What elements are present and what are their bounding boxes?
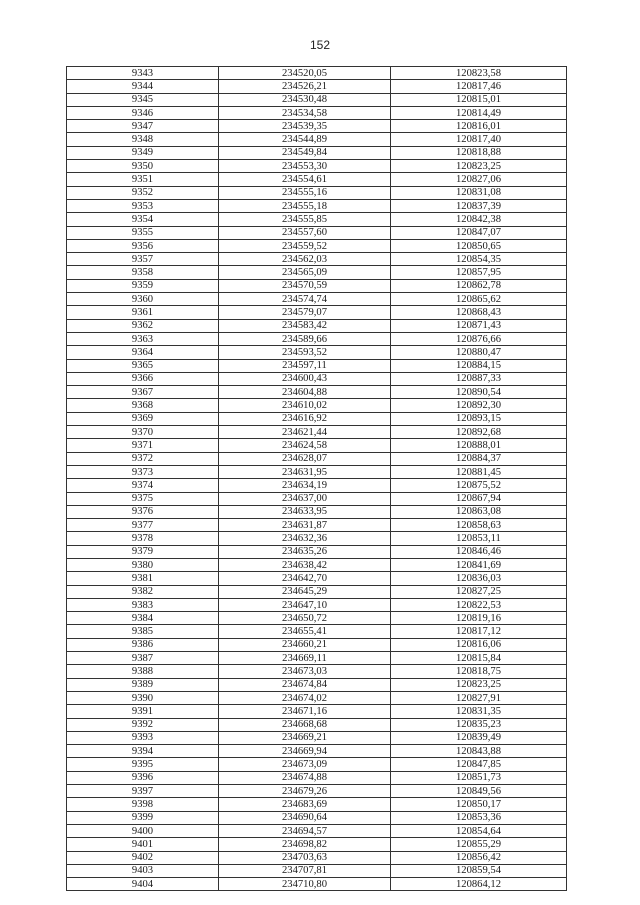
point-number-cell: 9401	[67, 838, 219, 851]
point-number-cell: 9352	[67, 186, 219, 199]
x-coordinate-cell: 234616,92	[219, 412, 391, 425]
y-coordinate-cell: 120893,15	[391, 412, 567, 425]
x-coordinate-cell: 234565,09	[219, 266, 391, 279]
point-number-cell: 9343	[67, 67, 219, 80]
y-coordinate-cell: 120868,43	[391, 306, 567, 319]
point-number-cell: 9353	[67, 199, 219, 212]
y-coordinate-cell: 120841,69	[391, 558, 567, 571]
y-coordinate-cell: 120831,35	[391, 705, 567, 718]
x-coordinate-cell: 234632,36	[219, 532, 391, 545]
point-number-cell: 9377	[67, 519, 219, 532]
y-coordinate-cell: 120836,03	[391, 572, 567, 585]
y-coordinate-cell: 120815,01	[391, 93, 567, 106]
coordinates-table-body	[67, 67, 567, 891]
table-row	[67, 386, 567, 399]
x-coordinate-cell: 234674,88	[219, 771, 391, 784]
point-number-cell: 9354	[67, 213, 219, 226]
table-row	[67, 319, 567, 332]
y-coordinate-cell: 120822,53	[391, 598, 567, 611]
x-coordinate-cell: 234669,11	[219, 652, 391, 665]
y-coordinate-cell: 120880,47	[391, 346, 567, 359]
y-coordinate-cell: 120884,37	[391, 452, 567, 465]
x-coordinate-cell: 234593,52	[219, 346, 391, 359]
x-coordinate-cell: 234633,95	[219, 505, 391, 518]
x-coordinate-cell: 234534,58	[219, 106, 391, 119]
point-number-cell: 9351	[67, 173, 219, 186]
point-number-cell: 9356	[67, 239, 219, 252]
table-row	[67, 266, 567, 279]
y-coordinate-cell: 120847,07	[391, 226, 567, 239]
table-row	[67, 359, 567, 372]
x-coordinate-cell: 234555,18	[219, 199, 391, 212]
x-coordinate-cell: 234669,94	[219, 745, 391, 758]
y-coordinate-cell: 120871,43	[391, 319, 567, 332]
y-coordinate-cell: 120876,66	[391, 332, 567, 345]
y-coordinate-cell: 120892,68	[391, 426, 567, 439]
point-number-cell: 9365	[67, 359, 219, 372]
y-coordinate-cell: 120853,11	[391, 532, 567, 545]
table-row	[67, 213, 567, 226]
point-number-cell: 9371	[67, 439, 219, 452]
x-coordinate-cell: 234638,42	[219, 558, 391, 571]
table-row	[67, 93, 567, 106]
x-coordinate-cell: 234559,52	[219, 239, 391, 252]
table-row	[67, 426, 567, 439]
x-coordinate-cell: 234562,03	[219, 253, 391, 266]
table-row	[67, 479, 567, 492]
table-row	[67, 279, 567, 292]
y-coordinate-cell: 120814,49	[391, 106, 567, 119]
y-coordinate-cell: 120818,75	[391, 665, 567, 678]
x-coordinate-cell: 234600,43	[219, 372, 391, 385]
x-coordinate-cell: 234668,68	[219, 718, 391, 731]
x-coordinate-cell: 234673,03	[219, 665, 391, 678]
point-number-cell: 9395	[67, 758, 219, 771]
point-number-cell: 9348	[67, 133, 219, 146]
y-coordinate-cell: 120881,45	[391, 465, 567, 478]
table-row	[67, 465, 567, 478]
point-number-cell: 9379	[67, 545, 219, 558]
x-coordinate-cell: 234703,63	[219, 851, 391, 864]
y-coordinate-cell: 120859,54	[391, 864, 567, 877]
table-row	[67, 67, 567, 80]
table-row	[67, 452, 567, 465]
y-coordinate-cell: 120853,36	[391, 811, 567, 824]
point-number-cell: 9386	[67, 638, 219, 651]
x-coordinate-cell: 234669,21	[219, 731, 391, 744]
point-number-cell: 9369	[67, 412, 219, 425]
table-row	[67, 173, 567, 186]
table-row	[67, 811, 567, 824]
table-row	[67, 705, 567, 718]
y-coordinate-cell: 120817,46	[391, 80, 567, 93]
point-number-cell: 9393	[67, 731, 219, 744]
x-coordinate-cell: 234539,35	[219, 120, 391, 133]
y-coordinate-cell: 120867,94	[391, 492, 567, 505]
y-coordinate-cell: 120858,63	[391, 519, 567, 532]
point-number-cell: 9364	[67, 346, 219, 359]
table-row	[67, 186, 567, 199]
point-number-cell: 9362	[67, 319, 219, 332]
y-coordinate-cell: 120855,29	[391, 838, 567, 851]
point-number-cell: 9394	[67, 745, 219, 758]
table-row	[67, 306, 567, 319]
point-number-cell: 9374	[67, 479, 219, 492]
table-row	[67, 691, 567, 704]
x-coordinate-cell: 234589,66	[219, 332, 391, 345]
x-coordinate-cell: 234628,07	[219, 452, 391, 465]
table-row	[67, 160, 567, 173]
point-number-cell: 9382	[67, 585, 219, 598]
table-row	[67, 771, 567, 784]
table-row	[67, 439, 567, 452]
table-row	[67, 332, 567, 345]
point-number-cell: 9399	[67, 811, 219, 824]
table-row	[67, 838, 567, 851]
point-number-cell: 9375	[67, 492, 219, 505]
y-coordinate-cell: 120816,01	[391, 120, 567, 133]
x-coordinate-cell: 234570,59	[219, 279, 391, 292]
table-row	[67, 851, 567, 864]
point-number-cell: 9346	[67, 106, 219, 119]
x-coordinate-cell: 234526,21	[219, 80, 391, 93]
x-coordinate-cell: 234673,09	[219, 758, 391, 771]
x-coordinate-cell: 234624,58	[219, 439, 391, 452]
y-coordinate-cell: 120847,85	[391, 758, 567, 771]
y-coordinate-cell: 120823,25	[391, 160, 567, 173]
table-row	[67, 412, 567, 425]
x-coordinate-cell: 234683,69	[219, 798, 391, 811]
x-coordinate-cell: 234647,10	[219, 598, 391, 611]
x-coordinate-cell: 234554,61	[219, 173, 391, 186]
table-row	[67, 199, 567, 212]
x-coordinate-cell: 234637,00	[219, 492, 391, 505]
y-coordinate-cell: 120818,88	[391, 146, 567, 159]
table-row	[67, 731, 567, 744]
x-coordinate-cell: 234621,44	[219, 426, 391, 439]
point-number-cell: 9392	[67, 718, 219, 731]
point-number-cell: 9397	[67, 785, 219, 798]
x-coordinate-cell: 234694,57	[219, 824, 391, 837]
table-row	[67, 532, 567, 545]
point-number-cell: 9402	[67, 851, 219, 864]
y-coordinate-cell: 120863,08	[391, 505, 567, 518]
table-row	[67, 80, 567, 93]
y-coordinate-cell: 120823,58	[391, 67, 567, 80]
table-row	[67, 120, 567, 133]
point-number-cell: 9403	[67, 864, 219, 877]
table-row	[67, 545, 567, 558]
y-coordinate-cell: 120831,08	[391, 186, 567, 199]
y-coordinate-cell: 120856,42	[391, 851, 567, 864]
table-row	[67, 505, 567, 518]
x-coordinate-cell: 234530,48	[219, 93, 391, 106]
point-number-cell: 9347	[67, 120, 219, 133]
table-row	[67, 878, 567, 891]
y-coordinate-cell: 120816,06	[391, 638, 567, 651]
x-coordinate-cell: 234549,84	[219, 146, 391, 159]
y-coordinate-cell: 120851,73	[391, 771, 567, 784]
point-number-cell: 9390	[67, 691, 219, 704]
x-coordinate-cell: 234674,84	[219, 678, 391, 691]
point-number-cell: 9385	[67, 625, 219, 638]
point-number-cell: 9344	[67, 80, 219, 93]
table-row	[67, 106, 567, 119]
y-coordinate-cell: 120854,35	[391, 253, 567, 266]
point-number-cell: 9388	[67, 665, 219, 678]
coordinates-table	[66, 66, 567, 891]
point-number-cell: 9378	[67, 532, 219, 545]
x-coordinate-cell: 234671,16	[219, 705, 391, 718]
y-coordinate-cell: 120850,17	[391, 798, 567, 811]
x-coordinate-cell: 234645,29	[219, 585, 391, 598]
table-row	[67, 253, 567, 266]
y-coordinate-cell: 120817,12	[391, 625, 567, 638]
x-coordinate-cell: 234555,16	[219, 186, 391, 199]
y-coordinate-cell: 120815,84	[391, 652, 567, 665]
point-number-cell: 9370	[67, 426, 219, 439]
y-coordinate-cell: 120892,30	[391, 399, 567, 412]
point-number-cell: 9396	[67, 771, 219, 784]
table-row	[67, 372, 567, 385]
page-number: 152	[309, 38, 331, 52]
y-coordinate-cell: 120837,39	[391, 199, 567, 212]
y-coordinate-cell: 120819,16	[391, 612, 567, 625]
x-coordinate-cell: 234555,85	[219, 213, 391, 226]
y-coordinate-cell: 120846,46	[391, 545, 567, 558]
table-row	[67, 638, 567, 651]
x-coordinate-cell: 234710,80	[219, 878, 391, 891]
y-coordinate-cell: 120835,23	[391, 718, 567, 731]
table-row	[67, 612, 567, 625]
point-number-cell: 9368	[67, 399, 219, 412]
y-coordinate-cell: 120862,78	[391, 279, 567, 292]
x-coordinate-cell: 234655,41	[219, 625, 391, 638]
point-number-cell: 9366	[67, 372, 219, 385]
table-row	[67, 665, 567, 678]
point-number-cell: 9383	[67, 598, 219, 611]
x-coordinate-cell: 234674,02	[219, 691, 391, 704]
point-number-cell: 9389	[67, 678, 219, 691]
x-coordinate-cell: 234631,87	[219, 519, 391, 532]
y-coordinate-cell: 120865,62	[391, 293, 567, 306]
point-number-cell: 9360	[67, 293, 219, 306]
point-number-cell: 9373	[67, 465, 219, 478]
table-row	[67, 625, 567, 638]
point-number-cell: 9361	[67, 306, 219, 319]
point-number-cell: 9398	[67, 798, 219, 811]
table-row	[67, 785, 567, 798]
x-coordinate-cell: 234544,89	[219, 133, 391, 146]
y-coordinate-cell: 120827,91	[391, 691, 567, 704]
y-coordinate-cell: 120864,12	[391, 878, 567, 891]
table-row	[67, 519, 567, 532]
table-row	[67, 745, 567, 758]
y-coordinate-cell: 120842,38	[391, 213, 567, 226]
table-row	[67, 824, 567, 837]
y-coordinate-cell: 120875,52	[391, 479, 567, 492]
table-row	[67, 598, 567, 611]
x-coordinate-cell: 234520,05	[219, 67, 391, 80]
table-row	[67, 133, 567, 146]
y-coordinate-cell: 120817,40	[391, 133, 567, 146]
y-coordinate-cell: 120890,54	[391, 386, 567, 399]
point-number-cell: 9400	[67, 824, 219, 837]
x-coordinate-cell: 234557,60	[219, 226, 391, 239]
point-number-cell: 9404	[67, 878, 219, 891]
y-coordinate-cell: 120849,56	[391, 785, 567, 798]
point-number-cell: 9376	[67, 505, 219, 518]
table-row	[67, 226, 567, 239]
x-coordinate-cell: 234579,07	[219, 306, 391, 319]
table-row	[67, 293, 567, 306]
table-row	[67, 558, 567, 571]
y-coordinate-cell: 120827,25	[391, 585, 567, 598]
y-coordinate-cell: 120823,25	[391, 678, 567, 691]
table-row	[67, 146, 567, 159]
x-coordinate-cell: 234553,30	[219, 160, 391, 173]
y-coordinate-cell: 120857,95	[391, 266, 567, 279]
point-number-cell: 9359	[67, 279, 219, 292]
point-number-cell: 9387	[67, 652, 219, 665]
x-coordinate-cell: 234604,88	[219, 386, 391, 399]
table-row	[67, 718, 567, 731]
y-coordinate-cell: 120850,65	[391, 239, 567, 252]
point-number-cell: 9363	[67, 332, 219, 345]
point-number-cell: 9350	[67, 160, 219, 173]
point-number-cell: 9349	[67, 146, 219, 159]
x-coordinate-cell: 234698,82	[219, 838, 391, 851]
table-row	[67, 239, 567, 252]
y-coordinate-cell: 120854,64	[391, 824, 567, 837]
x-coordinate-cell: 234642,70	[219, 572, 391, 585]
point-number-cell: 9384	[67, 612, 219, 625]
y-coordinate-cell: 120839,49	[391, 731, 567, 744]
x-coordinate-cell: 234650,72	[219, 612, 391, 625]
table-row	[67, 492, 567, 505]
x-coordinate-cell: 234583,42	[219, 319, 391, 332]
point-number-cell: 9358	[67, 266, 219, 279]
y-coordinate-cell: 120887,33	[391, 372, 567, 385]
x-coordinate-cell: 234690,64	[219, 811, 391, 824]
y-coordinate-cell: 120827,06	[391, 173, 567, 186]
table-row	[67, 798, 567, 811]
point-number-cell: 9357	[67, 253, 219, 266]
table-row	[67, 572, 567, 585]
table-row	[67, 585, 567, 598]
y-coordinate-cell: 120843,88	[391, 745, 567, 758]
x-coordinate-cell: 234679,26	[219, 785, 391, 798]
y-coordinate-cell: 120888,01	[391, 439, 567, 452]
table-row	[67, 864, 567, 877]
point-number-cell: 9345	[67, 93, 219, 106]
y-coordinate-cell: 120884,15	[391, 359, 567, 372]
table-row	[67, 758, 567, 771]
point-number-cell: 9381	[67, 572, 219, 585]
x-coordinate-cell: 234707,81	[219, 864, 391, 877]
point-number-cell: 9372	[67, 452, 219, 465]
x-coordinate-cell: 234660,21	[219, 638, 391, 651]
x-coordinate-cell: 234635,26	[219, 545, 391, 558]
point-number-cell: 9380	[67, 558, 219, 571]
x-coordinate-cell: 234634,19	[219, 479, 391, 492]
x-coordinate-cell: 234574,74	[219, 293, 391, 306]
table-row	[67, 678, 567, 691]
x-coordinate-cell: 234631,95	[219, 465, 391, 478]
point-number-cell: 9355	[67, 226, 219, 239]
table-row	[67, 652, 567, 665]
x-coordinate-cell: 234610,02	[219, 399, 391, 412]
table-row	[67, 346, 567, 359]
point-number-cell: 9367	[67, 386, 219, 399]
point-number-cell: 9391	[67, 705, 219, 718]
table-row	[67, 399, 567, 412]
x-coordinate-cell: 234597,11	[219, 359, 391, 372]
